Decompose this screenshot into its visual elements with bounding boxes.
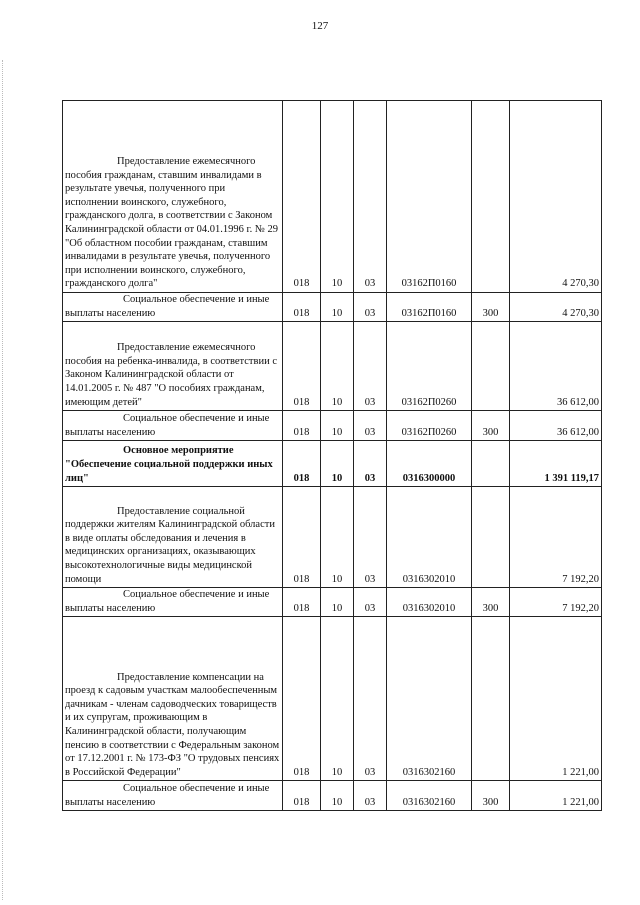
expense-type <box>472 617 510 781</box>
subsection-code: 03 <box>354 441 387 487</box>
subsection-code: 03 <box>354 411 387 441</box>
target-code: 0316302160 <box>387 617 472 781</box>
ministry-code: 018 <box>283 101 321 293</box>
page-number: 127 <box>311 20 329 32</box>
section-code: 10 <box>321 487 354 588</box>
row-name: Социальное обеспечение и иные выплаты населению <box>63 781 283 811</box>
subsection-code: 03 <box>354 588 387 617</box>
row-name: Предоставление социальной поддержки жителям Калининградской области в виде оплаты обследования и лечения в медицинских организациях, оказывающих высокотехнологичные виды медицинской помощи <box>63 487 283 588</box>
row-name: Социальное обеспечение и иные выплаты населению <box>63 293 283 322</box>
table-row <box>63 617 602 781</box>
amount: 36 612,00 <box>510 411 602 441</box>
table-row <box>63 411 602 441</box>
subsection-code: 03 <box>354 293 387 322</box>
ministry-code: 018 <box>283 781 321 811</box>
expense-type <box>472 322 510 411</box>
target-code: 0316302010 <box>387 487 472 588</box>
target-code: 03162П0160 <box>387 293 472 322</box>
ministry-code: 018 <box>283 411 321 441</box>
table-row <box>63 487 602 588</box>
ministry-code: 018 <box>283 588 321 617</box>
amount: 1 391 119,17 <box>510 441 602 487</box>
row-name: Предоставление компенсации на проезд к садовым участкам малообеспеченным дачникам - членам садоводческих товариществ и их супругам, проживающим в Калининградской области, получающим пенсию в соответствии с Федеральным законом от 17.12.2001 г. № 173-ФЗ "О трудовых пенсиях в Российской Федерации" <box>63 617 283 781</box>
amount: 36 612,00 <box>510 322 602 411</box>
amount: 1 221,00 <box>510 617 602 781</box>
target-code: 0316300000 <box>387 441 472 487</box>
row-name: Социальное обеспечение и иные выплаты населению <box>63 411 283 441</box>
table-row <box>63 781 602 811</box>
scan-margin-marks <box>2 60 9 900</box>
expense-type: 300 <box>472 781 510 811</box>
target-code: 0316302010 <box>387 588 472 617</box>
section-code: 10 <box>321 322 354 411</box>
section-code: 10 <box>321 588 354 617</box>
table-row <box>63 293 602 322</box>
expense-type <box>472 101 510 293</box>
table-row <box>63 588 602 617</box>
row-name: Предоставление ежемесячного пособия на ребенка-инвалида, в соответствии с Законом Калининградской области от 14.01.2005 г. № 487 "О пособиях гражданам, имеющим детей" <box>63 322 283 411</box>
subsection-code: 03 <box>354 487 387 588</box>
expense-type <box>472 487 510 588</box>
amount: 7 192,20 <box>510 487 602 588</box>
target-code: 0316302160 <box>387 781 472 811</box>
expense-type: 300 <box>472 293 510 322</box>
amount: 1 221,00 <box>510 781 602 811</box>
amount: 4 270,30 <box>510 101 602 293</box>
section-code: 10 <box>321 293 354 322</box>
row-name: Основное мероприятие "Обеспечение социальной поддержки иных лиц" <box>63 441 283 487</box>
subsection-code: 03 <box>354 781 387 811</box>
ministry-code: 018 <box>283 293 321 322</box>
table-row <box>63 322 602 411</box>
section-code: 10 <box>321 101 354 293</box>
ministry-code: 018 <box>283 617 321 781</box>
subsection-code: 03 <box>354 101 387 293</box>
section-code: 10 <box>321 411 354 441</box>
table-row <box>63 101 602 293</box>
amount: 4 270,30 <box>510 293 602 322</box>
ministry-code: 018 <box>283 441 321 487</box>
subsection-code: 03 <box>354 322 387 411</box>
row-name: Социальное обеспечение и иные выплаты населению <box>63 588 283 617</box>
budget-table <box>62 100 602 811</box>
target-code: 03162П0160 <box>387 101 472 293</box>
row-name: Предоставление ежемесячного пособия гражданам, ставшим инвалидами в результате увечья, полученного при исполнении воинского, служебного, гражданского долга, в соответствии с Законом Калининградской области от 04.01.1996 г. № 29 "Об областном пособии гражданам, ставшим инвалидами в результате увечья, полученного при исполнении воинского, служебного, гражданского долга" <box>63 101 283 293</box>
section-code: 10 <box>321 781 354 811</box>
ministry-code: 018 <box>283 322 321 411</box>
amount: 7 192,20 <box>510 588 602 617</box>
expense-type: 300 <box>472 411 510 441</box>
table-row-main-event <box>63 441 602 487</box>
ministry-code: 018 <box>283 487 321 588</box>
target-code: 03162П0260 <box>387 322 472 411</box>
section-code: 10 <box>321 441 354 487</box>
subsection-code: 03 <box>354 617 387 781</box>
target-code: 03162П0260 <box>387 411 472 441</box>
expense-type: 300 <box>472 588 510 617</box>
section-code: 10 <box>321 617 354 781</box>
expense-type <box>472 441 510 487</box>
